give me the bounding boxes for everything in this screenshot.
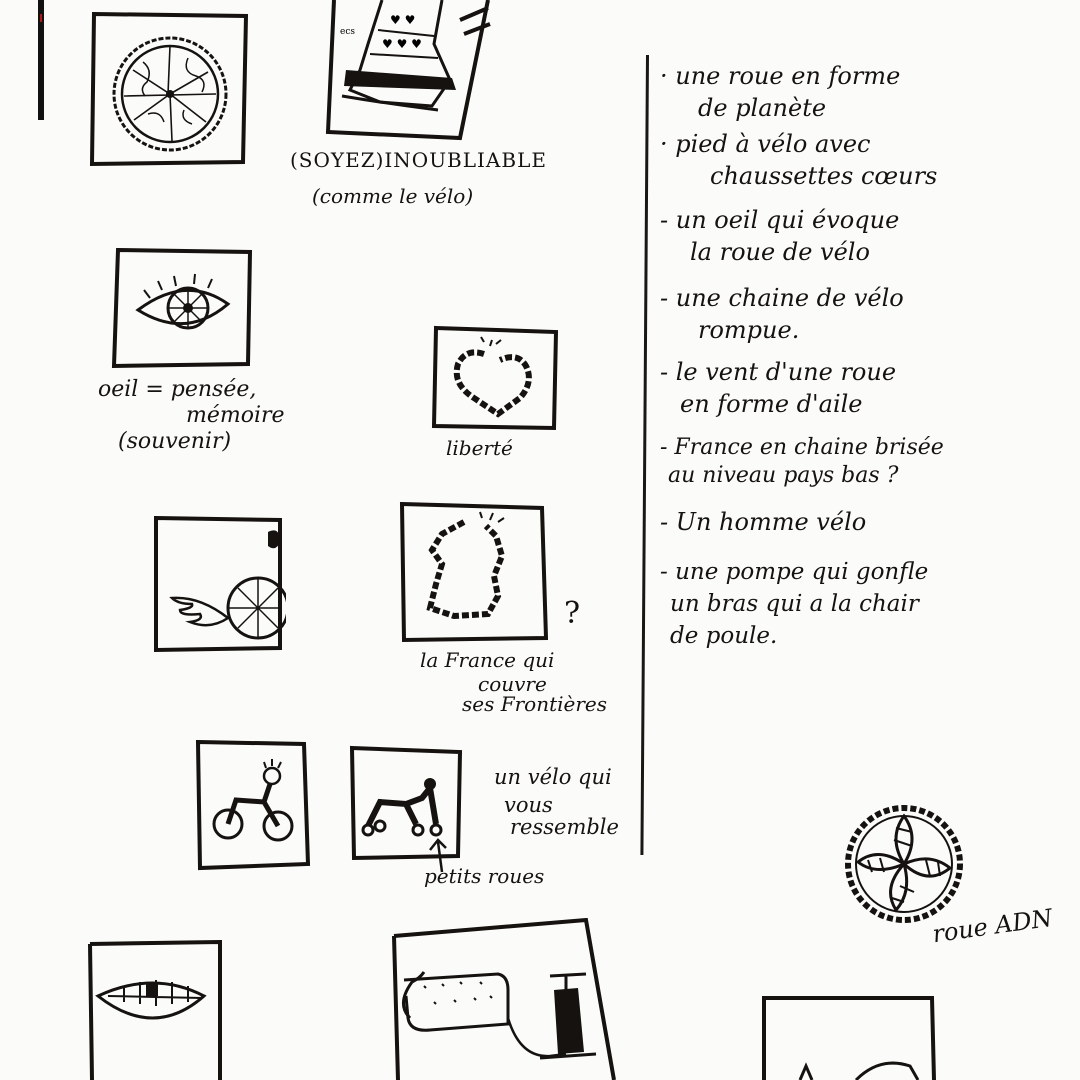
caption-france-line1: la France qui: [420, 648, 555, 672]
note-wind-wing: [660, 356, 896, 420]
mouth-sketch: [84, 940, 226, 1080]
caption-oeil-line1: oeil = pensée,: [98, 377, 257, 402]
note-line: - un oeil qui évoque: [660, 206, 900, 234]
planet-wheel-sketch: [88, 10, 253, 170]
svg-text:♥ ♥ ♥: ♥ ♥ ♥: [382, 37, 422, 51]
note-line: au niveau pays bas ?: [668, 463, 899, 488]
caption-velo-ressemble-line1: un vélo qui: [494, 765, 612, 789]
pump-arm-sketch: [390, 918, 622, 1080]
note-line: - une chaine de vélo: [660, 284, 904, 312]
caption-france-line2: couvre: [478, 672, 547, 696]
note-line: - France en chaine brisée: [660, 435, 944, 460]
svg-text:♥ ♥: ♥ ♥: [390, 13, 416, 27]
caption-oeil-line2: mémoire: [186, 403, 285, 428]
page-edge-red-mark: [40, 14, 42, 22]
caption-velo-ressemble-line2: vous: [504, 793, 553, 817]
note-line: un bras qui a la chair: [670, 591, 919, 617]
note-line: - le vent d'une roue: [660, 358, 897, 386]
partial-sketch-bottom-right: [760, 994, 940, 1080]
foot-heart-socks-sketch: [320, 0, 495, 142]
note-line: chaussettes cœurs: [710, 162, 938, 190]
broken-chain-heart-sketch: [430, 324, 560, 434]
caption-france-line3: ses Frontières: [462, 692, 608, 716]
note-line: · une roue en forme: [660, 62, 901, 90]
caption-inoubliable-line2: (comme le vélo): [312, 184, 474, 208]
man-bike-sketch: [192, 738, 312, 874]
caption-inoubliable-line1: (SOYEZ)INOUBLIABLE: [290, 148, 547, 172]
caption-velo-ressemble-line3: ressemble: [510, 815, 619, 839]
note-pump-arm: [660, 556, 928, 652]
note-france-chain: [660, 434, 944, 490]
caption-oeil-line3: (souvenir): [118, 429, 232, 454]
note-line: - une pompe qui gonfle: [660, 559, 929, 585]
column-divider-line: [640, 55, 649, 855]
winged-wheel-sketch: [150, 512, 286, 654]
note-foot-socks: [660, 128, 937, 192]
note-planet-wheel: [660, 60, 900, 124]
dna-wheel-sketch: [842, 802, 966, 926]
note-broken-chain: [660, 282, 904, 346]
note-line: de planète: [698, 94, 827, 122]
eye-wheel-sketch: [110, 246, 256, 372]
note-line: en forme d'aile: [680, 390, 863, 418]
note-line: de poule.: [670, 623, 778, 649]
note-eye-wheel: [660, 204, 899, 268]
note-line: - Un homme vélo: [660, 508, 867, 536]
caption-roue-adn: roue ADN: [930, 903, 1055, 949]
note-line: rompue.: [698, 316, 800, 344]
france-chain-sketch: [398, 500, 548, 645]
note-man-bike: [660, 506, 866, 538]
caption-petits-roues: petits roues: [424, 864, 545, 888]
caption-liberte: liberté: [446, 436, 513, 460]
caption-question-mark: ?: [564, 596, 581, 631]
note-line: · pied à vélo avec: [660, 130, 871, 158]
svg-text:ecs: ecs: [340, 27, 355, 37]
note-line: la roue de vélo: [690, 238, 870, 266]
